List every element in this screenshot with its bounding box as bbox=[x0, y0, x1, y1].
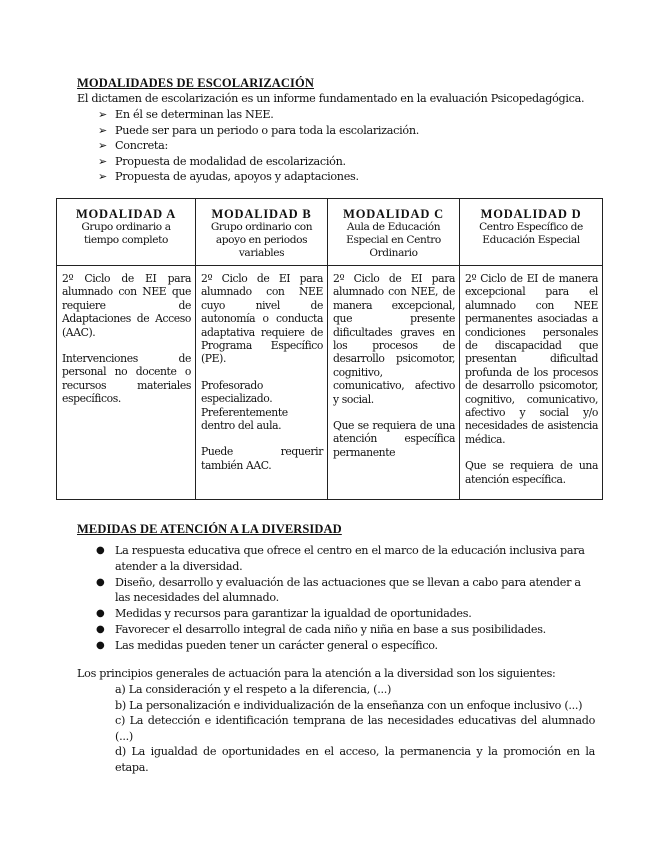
list-item: ➢ En él se determinan las NEE. bbox=[98, 108, 274, 121]
cell-paragraph: Puede requerir también AAC. bbox=[201, 445, 323, 472]
section-heading-medidas: MEDIDAS DE ATENCIÓN A LA DIVERSIDAD bbox=[77, 522, 342, 536]
bullet-icon: ● bbox=[96, 545, 105, 556]
dot-bullet-list bbox=[96, 543, 596, 654]
list-item: ● Diseño, desarrollo y evaluación de las actuaciones que se llevan a cabo para atender a las necesidades del alumnado. bbox=[96, 575, 581, 604]
principles-intro: Los principios generales de actuación para la atención a la diversidad son los siguientes: bbox=[77, 667, 556, 680]
intro-paragraph: El dictamen de escolarización es un informe fundamentado en la evaluación Psicopedagógica. bbox=[77, 92, 585, 105]
section-heading-modalidades: MODALIDADES DE ESCOLARIZACIÓN bbox=[77, 76, 314, 90]
arrow-bullet-icon: ➢ bbox=[98, 123, 107, 137]
column-subtitle: Grupo ordinario con apoyo en periodos variables bbox=[210, 221, 313, 259]
cell-paragraph: Profesorado especializado. Preferentemente dentro del aula. bbox=[201, 378, 288, 433]
table-header-cell-a bbox=[57, 199, 196, 266]
list-item: ➢ Concreta: bbox=[98, 139, 168, 152]
modalidades-table bbox=[56, 198, 603, 500]
table-cell-b bbox=[196, 266, 328, 500]
table-cell-a bbox=[57, 266, 196, 500]
bullet-icon: ● bbox=[96, 576, 105, 588]
principles-list bbox=[115, 682, 595, 775]
list-item: b) La personalización e individualización de la enseñanza con un enfoque inclusivo (...) bbox=[115, 698, 583, 712]
list-item: ● Las medidas pueden tener un carácter general o específico. bbox=[96, 639, 438, 652]
list-item: d) La igualdad de oportunidades en el acceso, la permanencia y la promoción en la etapa. bbox=[115, 745, 595, 774]
list-item: ➢ Propuesta de modalidad de escolarización. bbox=[98, 154, 346, 168]
arrow-bullet-icon: ➢ bbox=[98, 154, 107, 168]
column-title: MODALIDAD B bbox=[211, 207, 312, 221]
column-title: MODALIDAD D bbox=[480, 207, 582, 221]
cell-paragraph: Que se requiera de una atención específica. bbox=[465, 459, 598, 486]
table-header-row bbox=[57, 199, 603, 266]
table-header-cell-c bbox=[328, 199, 460, 266]
arrow-bullet-icon: ➢ bbox=[98, 170, 107, 183]
list-item: ● Medidas y recursos para garantizar la igualdad de oportunidades. bbox=[96, 607, 472, 620]
column-subtitle: Grupo ordinario a tiempo completo bbox=[81, 221, 171, 246]
arrow-bullet-list bbox=[98, 107, 419, 185]
cell-paragraph: 2º Ciclo de EI para alumnado con NEE, de manera excepcional, que presente dificultades graves en los procesos de desarrollo psicomotor, cognitivo, comunicativo, afectivo y social. bbox=[333, 272, 455, 406]
cell-paragraph: Que se requiera de una atención específica permanente bbox=[333, 419, 455, 459]
cell-paragraph: Intervenciones de personal no docente o recursos materiales específicos. bbox=[62, 352, 191, 406]
list-item: ● Favorecer el desarrollo integral de cada niño y niña en base a sus posibilidades. bbox=[96, 623, 546, 636]
table-cell-d bbox=[460, 266, 603, 500]
list-item: ➢ Puede ser para un periodo o para toda la escolarización. bbox=[98, 123, 419, 137]
column-title: MODALIDAD C bbox=[343, 207, 444, 221]
bullet-icon: ● bbox=[96, 624, 105, 635]
list-item: c) La detección e identificación temprana de las necesidades educativas del alumnado (...) bbox=[115, 714, 595, 743]
list-item: a) La consideración y el respeto a la diferencia, (...) bbox=[115, 683, 392, 696]
bullet-icon: ● bbox=[96, 640, 105, 651]
cell-paragraph: 2º Ciclo de EI para alumnado con NEE cuyo nivel de autonomía o conducta adaptativa requiere de Programa Específico (PE). bbox=[201, 272, 323, 366]
arrow-bullet-icon: ➢ bbox=[98, 108, 107, 121]
list-item: ➢ Propuesta de ayudas, apoyos y adaptaciones. bbox=[98, 170, 359, 183]
arrow-bullet-icon: ➢ bbox=[98, 139, 107, 152]
table-header-cell-b bbox=[196, 199, 328, 266]
table-header-cell-d bbox=[460, 199, 603, 266]
cell-paragraph: 2º Ciclo de EI para alumnado con NEE que requiere de Adaptaciones de Acceso (AAC). bbox=[62, 272, 191, 339]
column-subtitle: Aula de Educación Especial en Centro Ordinario bbox=[346, 221, 441, 259]
table-row bbox=[57, 266, 603, 500]
table-cell-c bbox=[328, 266, 460, 500]
column-title: MODALIDAD A bbox=[75, 207, 177, 221]
cell-paragraph: 2º Ciclo de EI de manera excepcional para el alumnado con NEE permanentes asociadas a condiciones personales de discapacidad que presentan dificultad profunda de los procesos de desarrollo psicomotor, cognitivo, comunicativo, afectivo y social y/o necesidades de asistencia médica. bbox=[465, 272, 598, 446]
column-subtitle: Centro Específico de Educación Especial bbox=[479, 221, 583, 246]
bullet-icon: ● bbox=[96, 608, 105, 619]
list-item: ● La respuesta educativa que ofrece el centro en el marco de la educación inclusiva para atender a la diversidad. bbox=[96, 544, 585, 573]
